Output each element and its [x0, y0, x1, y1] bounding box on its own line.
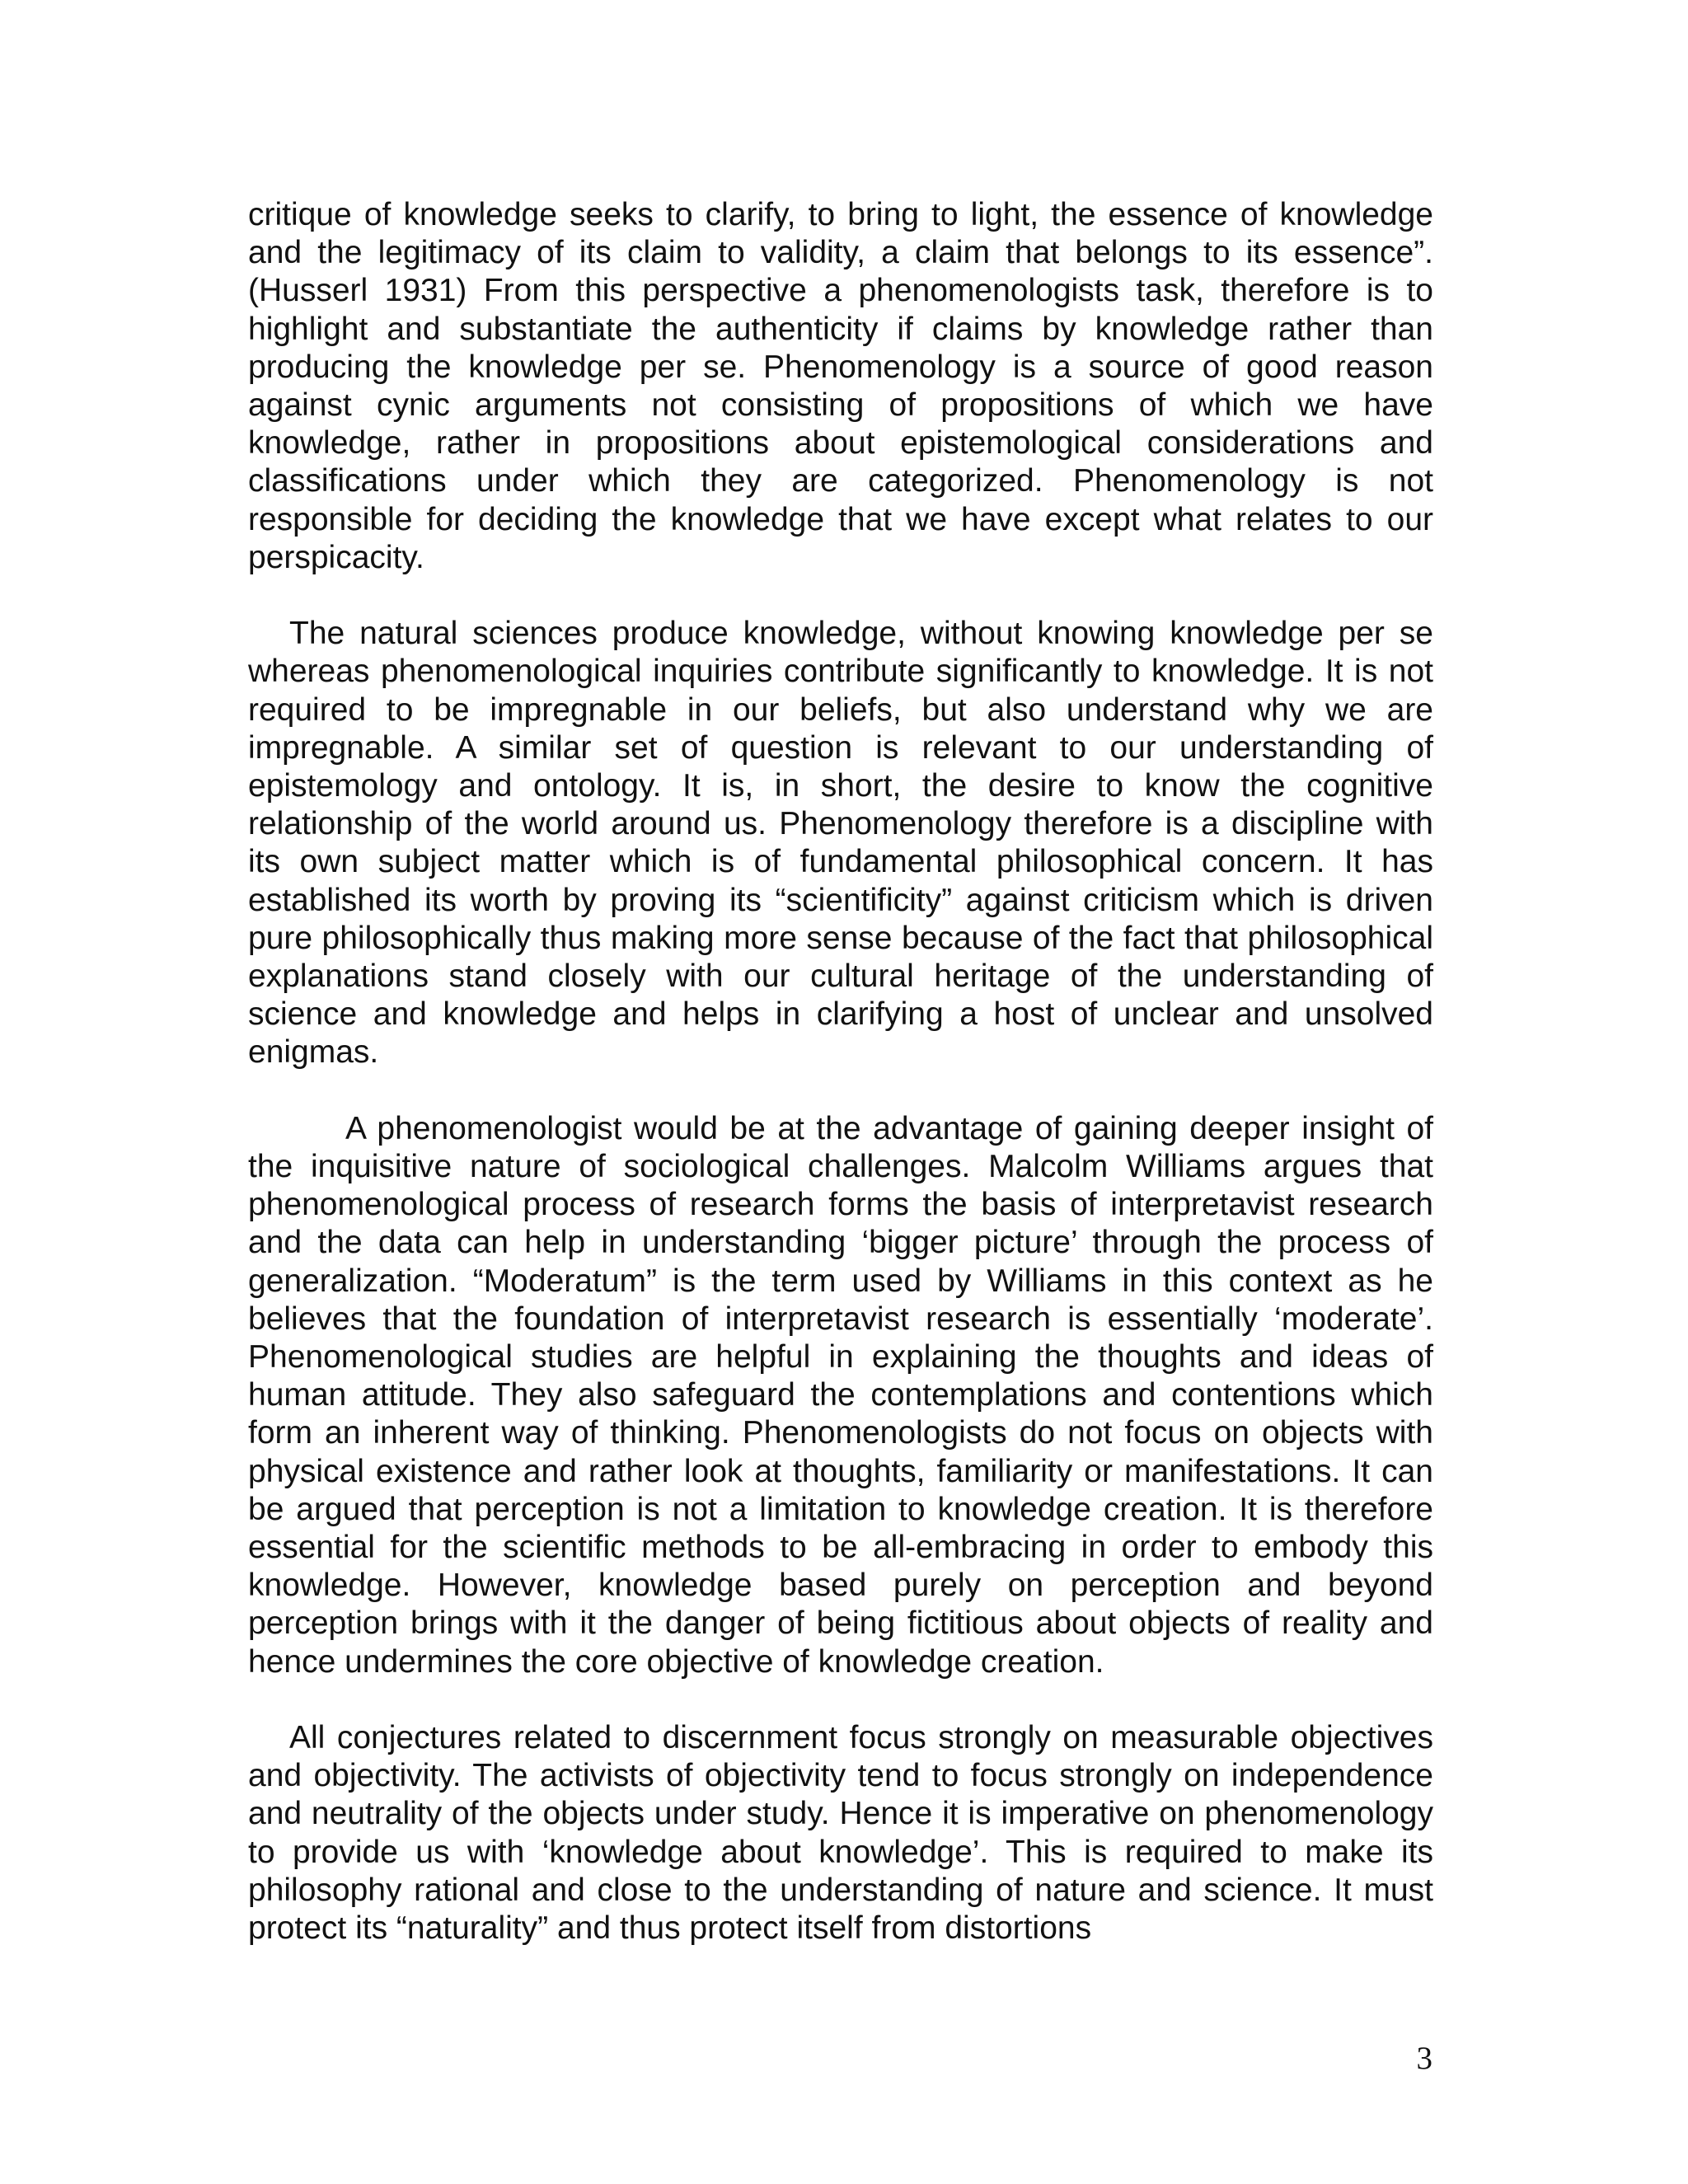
paragraph-3: A phenomenologist would be at the advantage of gaining deeper insight of the inquisitive nature of sociological challenges. Malcolm Williams argues that phenomenological process of research forms the basis of interpretavist research and the data can help in understanding ‘bigger picture’ through the process of generalization. “Moderatum” is the term used by Williams in this context as he believes that the foundation of interpretavist research is essentially ‘moderate’. Phenomenological studies are helpful in explaining the thoughts and ideas of human attitude. They also safeguard the contemplations and contentions which form an inherent way of thinking. Phenomenologists do not focus on objects with physical existence and rather look at thoughts, familiarity or manifestations. It can be argued that perception is not a limitation to knowledge creation. It is therefore essential for the scientific methods to be all-embracing in order to embody this knowledge. However, knowledge based purely on perception and beyond perception brings with it the danger of being fictitious about objects of reality and hence undermines the core objective of knowledge creation.	[248, 1110, 1433, 1680]
page-number: 3	[1416, 2041, 1432, 2076]
paragraph-1: critique of knowledge seeks to clarify, to bring to light, the essence of knowledge and the legitimacy of its claim to validity, a claim that belongs to its essence”.(Husserl 1931) From this perspective a phenomenologists task, therefore is to highlight and substantiate the authenticity if claims by knowledge rather than producing the knowledge per se. Phenomenology is a source of good reason against cynic arguments not consisting of propositions of which we have knowledge, rather in propositions about epistemological considerations and classifications under which they are categorized. Phenomenology is not responsible for deciding the knowledge that we have except what relates to our perspicacity.	[248, 197, 1433, 575]
body-text	[248, 196, 1433, 1947]
paragraph-2: The natural sciences produce knowledge, without knowing knowledge per se whereas phenomenological inquiries contribute significantly to knowledge. It is not required to be impregnable in our beliefs, but also understand why we are impregnable. A similar set of question is relevant to our understanding of epistemology and ontology. It is, in short, the desire to know the cognitive relationship of the world around us. Phenomenology therefore is a discipline with its own subject matter which is of fundamental philosophical concern. It has established its worth by proving its “scientificity” against criticism which is driven pure philosophically thus making more sense because of the fact that philosophical explanations stand closely with our cultural heritage of the understanding of science and knowledge and helps in clarifying a host of unclear and unsolved enigmas.	[248, 616, 1433, 1071]
paragraph-4: All conjectures related to discernment focus strongly on measurable objectives and objectivity. The activists of objectivity tend to focus strongly on independence and neutrality of the objects under study. Hence it is imperative on phenomenology to provide us with ‘knowledge about knowledge’. This is required to make its philosophy rational and close to the understanding of nature and science. It must protect its “naturality” and thus protect itself from distortions	[248, 1720, 1433, 1947]
